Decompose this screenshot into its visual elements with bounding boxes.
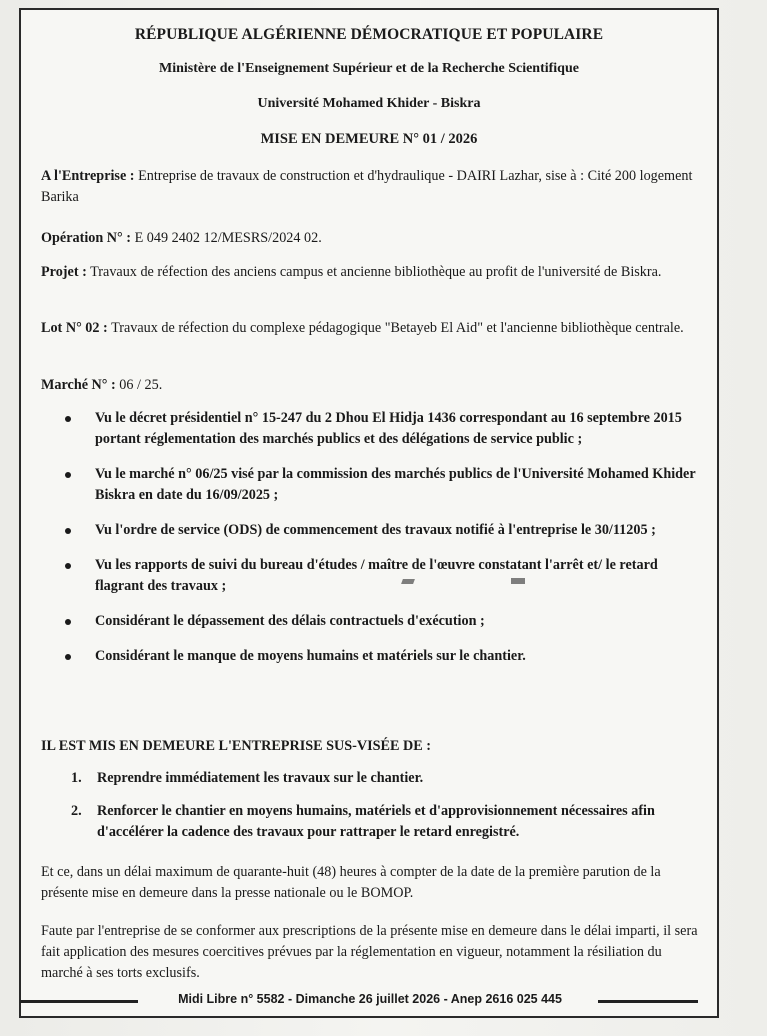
consideration-item: Vu les rapports de suivi du bureau d'études / maître de l'œuvre constatant l'arrêt et/ le retard flagrant des travaux ; <box>41 555 699 597</box>
bullet-icon <box>65 472 71 478</box>
consideration-item: Vu l'ordre de service (ODS) de commencement des travaux notifié à l'entreprise le 30/11205 ; <box>41 520 699 541</box>
publication-footer: Midi Libre n° 5582 - Dimanche 26 juillet 2026 - Anep 2616 025 445 <box>178 992 562 1006</box>
demand-item: 1. Reprendre immédiatement les travaux sur le chantier. <box>71 770 424 786</box>
bullet-icon <box>65 563 71 569</box>
print-smudge <box>401 579 415 584</box>
operation-label: Opération N° : <box>41 230 132 246</box>
projet-text: Travaux de réfection des anciens campus et ancienne bibliothèque au profit de l'université de Biskra. <box>90 264 662 280</box>
marche-label: Marché N° : <box>41 377 116 393</box>
marche-text: 06 / 25. <box>119 377 163 393</box>
sanction-paragraph: Faute par l'entreprise de se conformer aux prescriptions de la présente mise en demeure dans le délai imparti, il sera fait application des mesures coercitives prévues par la réglementation en vigueur, notamment la résiliation du marché à ses torts exclusifs. <box>41 923 698 981</box>
demand-item: 2. Renforcer le chantier en moyens humains, matériels et d'approvisionnement nécessaires afin d'accélérer la cadence des travaux pour rattraper le retard enregistré. <box>71 803 655 840</box>
marche-paragraph <box>41 375 699 396</box>
entreprise-paragraph <box>41 166 699 208</box>
republic-heading: RÉPUBLIQUE ALGÉRIENNE DÉMOCRATIQUE ET POPULAIRE <box>134 26 604 43</box>
consideration-item: Considérant le dépassement des délais contractuels d'exécution ; <box>41 611 699 632</box>
lot-text: Travaux de réfection du complexe pédagogique "Betayeb El Aid" et l'ancienne bibliothèque centrale. <box>111 320 684 336</box>
consideration-item: Vu le décret présidentiel n° 15-247 du 2 Dhou El Hidja 1436 correspondant au 16 septembre 2015 portant réglementation des marchés publics et des délégations de service public ; <box>41 408 699 450</box>
demand-heading: IL EST MIS EN DEMEURE L'ENTREPRISE SUS-VISÉE DE : <box>41 738 432 754</box>
entreprise-text: Entreprise de travaux de construction et d'hydraulique - DAIRI Lazhar, sise à : Cité 200 logement Barika <box>41 168 693 205</box>
footer-rule <box>598 1000 698 1003</box>
print-smudge <box>511 578 525 584</box>
footer-rule <box>20 1000 138 1003</box>
notice-title: MISE EN DEMEURE N° 01 / 2026 <box>260 131 478 147</box>
projet-paragraph <box>41 262 699 283</box>
consideration-item: Considérant le manque de moyens humains et matériels sur le chantier. <box>41 646 699 667</box>
ministry-heading: Ministère de l'Enseignement Supérieur et de la Recherche Scientifique <box>159 61 579 76</box>
bullet-icon <box>65 528 71 534</box>
bullet-icon <box>65 619 71 625</box>
consideration-item: Vu le marché n° 06/25 visé par la commission des marchés publics de l'Université Mohamed Khider Biskra en date du 16/09/2025 ; <box>41 464 699 506</box>
bullet-icon <box>65 654 71 660</box>
lot-paragraph <box>41 318 699 339</box>
bullet-icon <box>65 416 71 422</box>
considerations-list <box>41 408 699 667</box>
entreprise-label: A l'Entreprise : <box>41 168 135 184</box>
lot-label: Lot N° 02 : <box>41 320 108 336</box>
operation-paragraph <box>41 228 699 249</box>
legal-notice <box>19 8 719 1018</box>
university-heading: Université Mohamed Khider - Biskra <box>257 96 481 111</box>
demands-list <box>41 768 699 843</box>
projet-label: Projet : <box>41 264 87 280</box>
deadline-paragraph: Et ce, dans un délai maximum de quarante-huit (48) heures à compter de la date de la première parution de la présente mise en demeure dans la presse nationale ou le BOMOP. <box>41 864 661 901</box>
operation-text: E 049 2402 12/MESRS/2024 02. <box>134 230 322 246</box>
